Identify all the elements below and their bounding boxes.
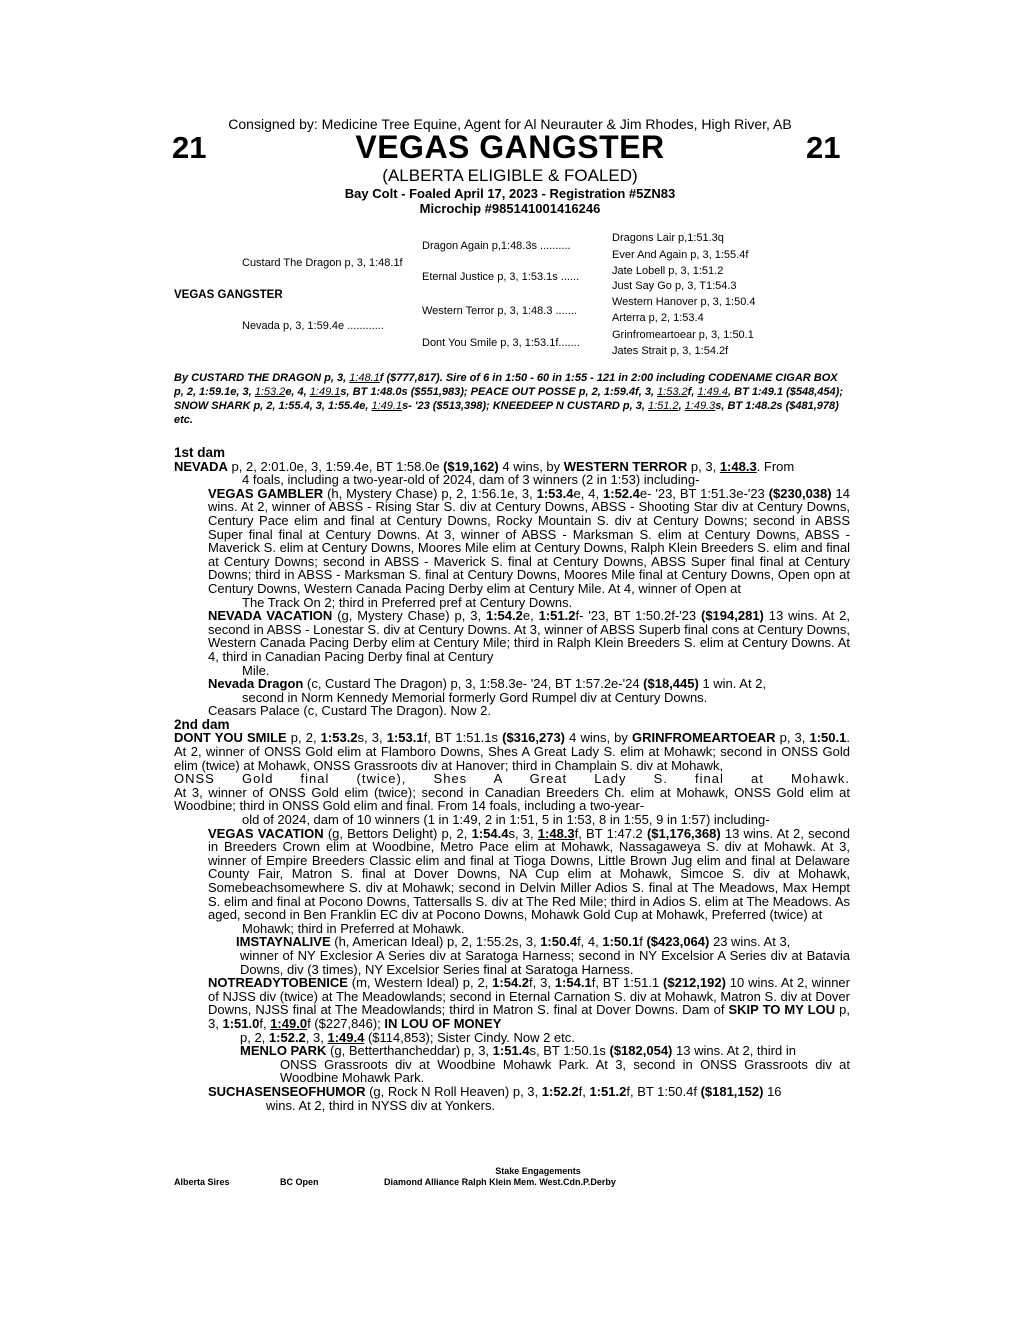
foal-name: VEGAS GAMBLER [208, 485, 324, 501]
pedigree-dam-sire: Western Terror p, 3, 1:48.3 ....... [422, 305, 577, 317]
foal-entry [174, 827, 850, 922]
record-time: 1:50.4 [540, 934, 578, 950]
text: . At 2, winner of ONSS Gold elim at Flamboro Downs, Shes A Great Lady S. elim at Mohawk; second in ONSS Gold elim (twice) at Mohawk, ONSS Grassroots div at Hanover; third in Champlain S. div at Mohawk, [174, 730, 850, 773]
text: e, 4, [573, 485, 604, 501]
stake-alberta-sires: Alberta Sires [174, 1177, 230, 1187]
dam-sire-name: WESTERN TERROR [563, 458, 688, 474]
record-time: 1:50.1 [809, 730, 847, 746]
record-time: 1:48.3 [719, 458, 757, 474]
sire-summary-text: , BT 1:49.1 ($548,454); SNOW SHARK p, 2, 1:55.4, 3, 1:55.4e, [174, 386, 843, 412]
text: (c, Custard The Dragon) p, 3, 1:58.3e- '24, BT 1:57.2e-'24 [303, 676, 644, 692]
text: 1 win. At 2, [698, 676, 767, 692]
grandfoal-entry [174, 935, 850, 949]
pedigree-sire-dam-text: Eternal Justice p, 3, 1:53.1s [422, 271, 558, 283]
horse-description: Bay Colt - Foaled April 17, 2023 - Registration #5ZN83 [344, 186, 676, 201]
sire-summary-time: 1:49.1 [309, 386, 341, 398]
second-dam-record-cont: old of 2024, dam of 10 winners (1 in 1:49, 2 in 1:51, 5 in 1:53, 8 in 1:55, 9 in 1:57) including- [242, 812, 770, 828]
sire-summary-text: f ($777,817). Sire of 6 in 1:50 - 60 in 1:55 - 121 in 2:00 including CODENAME CIGAR BOX p, 2, 1:59.1e, 3, [174, 372, 838, 398]
text: 23 wins. At 3, [709, 934, 791, 950]
eligibility: (ALBERTA ELIGIBLE & FOALED) [382, 166, 638, 185]
record-time: 1:54.4 [471, 825, 509, 841]
first-dam-record-cont: 4 foals, including a two-year-old of 2024, dam of 3 winners (2 in 1:53) including- [242, 472, 700, 488]
horse-name: VEGAS GANGSTER [355, 129, 665, 165]
text: 13 wins. At 2, third in [672, 1043, 796, 1059]
sire-summary-text: e, 4, [285, 386, 310, 398]
text: f, [578, 1083, 590, 1099]
record-time: 1:51.0 [222, 1015, 260, 1031]
foal-entry [174, 976, 850, 1030]
foal-entry [174, 609, 850, 663]
pedigree-dam: Nevada p, 3, 1:59.4e ............ [242, 320, 384, 332]
text: f, 4, [577, 934, 603, 950]
text: (m, Western Ideal) p, 2, [347, 975, 493, 991]
pedigree-dam-text: Nevada p, 3, 1:59.4e [242, 320, 345, 332]
pedigree-g5: Western Hanover p, 3, 1:50.4 [612, 296, 756, 308]
hip-number-left: 21 [172, 130, 207, 165]
pedigree-g6: Arterra p, 2, 1:53.4 [612, 312, 704, 324]
foal-name: Nevada Dragon [208, 676, 304, 692]
text: 4 wins, by [565, 730, 632, 746]
text: f, BT 1:47.2 [574, 825, 647, 841]
sire-summary-text: s, BT 1:48.2s ($481,978) etc. [174, 400, 839, 426]
record-time: 1:54.1 [554, 975, 592, 991]
foal-name: IN LOU OF MONEY [384, 1015, 502, 1031]
sire-summary-text: s, BT 1:48.0s ($551,983); PEACE OUT POSSE p, 2, 1:59.4f, 3, [340, 386, 658, 398]
sire-summary-time: 1:53.2 [254, 386, 286, 398]
microchip: Microchip #985141001416246 [419, 201, 601, 216]
earnings: ($19,162) [443, 458, 499, 474]
pedigree-dam-dam-text: Dont You Smile p, 3, 1:53.1f [422, 337, 559, 349]
pedigree-g2: Ever And Again p, 3, 1:55.4f [612, 249, 749, 261]
stake-bc-open: BC Open [280, 1177, 319, 1187]
pedigree-g4: Just Say Go p, 3, T1:54.3 [612, 280, 737, 292]
text: p, 2, 2:01.0e, 3, 1:59.4e, BT 1:58.0e [227, 458, 444, 474]
text: . From [756, 458, 795, 474]
pedigree-sire-sire-text: Dragon Again p,1:48.3s [422, 240, 537, 252]
record-time: 1:53.2 [320, 730, 358, 746]
foal-entry-cont: Mile. [242, 662, 270, 678]
record-time: 1:54.2 [492, 975, 530, 991]
second-dam-spaced-line: ONSS Gold final (twice), Shes A Great Lady S. final at Mohawk. [174, 771, 850, 787]
record-time: 1:48.3 [537, 825, 575, 841]
record-time: 1:51.4 [492, 1043, 530, 1059]
record-time: 1:49.0 [270, 1015, 308, 1031]
earnings: ($182,054) [609, 1043, 673, 1059]
earnings: ($230,038) [768, 485, 832, 501]
sire-summary-text: By CUSTARD THE DRAGON p, 3, [174, 372, 350, 384]
text: (g, Betterthancheddar) p, 3, [326, 1043, 493, 1059]
text: f, BT 1:50.4f [626, 1083, 701, 1099]
text: s, BT 1:50.1s [529, 1043, 610, 1059]
second-dam-record-cont: At 3, winner of ONSS Gold elim (twice); second in Canadian Breeders Ch. elim at Mohawk, ONSS Gold elim at Woodbine; third in ONSS Gold elim and final. From 14 foals, including a two-year- [174, 784, 850, 814]
earnings: ($1,176,368) [646, 825, 721, 841]
earnings: ($194,281) [701, 608, 764, 624]
earnings: ($212,192) [663, 975, 726, 991]
foal-name: VEGAS VACATION [208, 825, 324, 841]
foal-name: SUCHASENSEOFHUMOR [208, 1083, 366, 1099]
text: 13 wins. At 2, second in ABSS - Lonestar S. div at Century Downs. At 3, winner of ABSS Superb final cons at Century Downs, Western Canada Pacing Derby elim at Century Mile; third in Ralph Klein Breeders S. elim at Century Downs. At 4, third in Canadian Pacing Derby final at Century [208, 608, 850, 664]
text: 10 wins. At 2, winner of NJSS div (twice) at The Meadowlands; second in Eternal Carnation S. div at Mohawk, Matron S. div at Dover Downs, NJSS final at The Meadowlands; third in Matron S. final at Dover Downs. Dam of [208, 975, 850, 1018]
pedigree-sire-sire: Dragon Again p,1:48.3s .......... [422, 240, 571, 252]
earnings: ($18,445) [643, 676, 699, 692]
catalog-body [174, 446, 850, 1112]
grandfoal-entry [174, 1044, 850, 1058]
foal-name: SKIP TO MY LOU [728, 1002, 836, 1018]
record-time: 1:51.2 [538, 608, 576, 624]
text: p, 2, [240, 1029, 269, 1045]
foal-entry-cont: The Track On 2; third in Preferred pref at Century Downs. [242, 594, 573, 610]
sire-summary [174, 371, 844, 427]
pedigree-sire: Custard The Dragon p, 3, 1:48.1f [242, 257, 403, 269]
pedigree-subject: VEGAS GANGSTER [174, 289, 283, 301]
text: 16 [763, 1083, 782, 1099]
text: (h, American Ideal) p, 2, 1:55.2s, 3, [330, 934, 541, 950]
text: 4 wins, by [498, 458, 564, 474]
pedigree-g3: Jate Lobell p, 3, 1:51.2 [612, 265, 724, 277]
text: f, 3, [529, 975, 555, 991]
dam-name: NEVADA [174, 458, 228, 474]
dam-name: DONT YOU SMILE [174, 730, 287, 746]
foal-entry: Ceasars Palace (c, Custard The Dragon). Now 2. [208, 703, 491, 719]
text: (h, Mystery Chase) p, 2, 1:56.1e, 3, [323, 485, 537, 501]
sire-summary-text: , [678, 400, 685, 412]
sire-summary-time: 1:48.1 [349, 372, 380, 384]
record-time: 1:53.4 [536, 485, 574, 501]
text: s, 3, [508, 825, 538, 841]
text: f, BT 1:51.1s [423, 730, 503, 746]
text: f, [259, 1015, 271, 1031]
sire-summary-time: 1:49.3 [684, 400, 716, 412]
earnings: ($181,152) [700, 1083, 764, 1099]
record-time: 1:50.1 [602, 934, 640, 950]
foal-entry [174, 1085, 850, 1099]
second-dam-record [174, 731, 850, 772]
second-dam-heading: 2nd dam [174, 716, 230, 732]
foal-name: IMSTAYNALIVE [236, 934, 331, 950]
stake-other-engagements: Diamond Alliance Ralph Klein Mem. West.Cdn.P.Derby [384, 1177, 616, 1187]
foal-entry-cont: second in Norm Kennedy Memorial formerly Gord Rumpel div at Century Downs. [242, 689, 708, 705]
consigned-line: Consigned by: Medicine Tree Equine, Agent for Al Neurauter & Jim Rhodes, High River, AB [228, 116, 792, 132]
sire-summary-text: s- '23 ($513,398); KNEEDEEP N CUSTARD p, 3, [402, 400, 648, 412]
pedigree-g7: Grinfromeartoear p, 3, 1:50.1 [612, 329, 754, 341]
stake-engagements-title: Stake Engagements [495, 1166, 581, 1176]
grandfoal-entry-cont: ONSS Grassroots div at Woodbine Mohawk Park. At 3, second in ONSS Grassroots div at Woodbine Mohawk Park. [280, 1056, 850, 1086]
text: f [639, 934, 647, 950]
dam-sire-name: GRINFROMEARTOEAR [632, 730, 776, 746]
sire-summary-time: 1:49.1 [371, 400, 403, 412]
record-time: 1:52.2 [541, 1083, 579, 1099]
text: 13 wins. At 2, second in Breeders Crown elim at Woodbine, Metro Pace elim at Mohawk, Nassagaweya S. div at Mohawk. At 3, winner of Empire Breeders Classic elim and final at Tioga Downs, Little Brown Jug elim and final at Delaware County Fair, Matron S. final at Dover Downs, NA Cup elim at Mohawk, Simcoe S. div at Mohawk, Somebeachsomewhere S. div at Mohawk; second in Delvin Miller Adios S. final at The Meadows, Max Hempt S. elim and final at Pocono Downs, Tattersalls S. div at The Red Mile; third in Adios S. elim at The Meadows. As aged, second in Ben Franklin EC div at Pocono Downs, Mohawk Gold Cup at Mohawk, Preferred (twice) at [208, 825, 850, 923]
foal-name: NEVADA VACATION [208, 608, 333, 624]
record-time: 1:52.4 [603, 485, 640, 501]
record-time: 1:51.2 [589, 1083, 627, 1099]
text: , 3, [305, 1029, 328, 1045]
text: e, [522, 608, 539, 624]
text: p, 2, [286, 730, 321, 746]
foal-entry-cont: wins. At 2, third in NYSS div at Yonkers. [266, 1097, 496, 1113]
text: e- '23, BT 1:51.3e-'23 [639, 485, 769, 501]
first-dam-record [174, 460, 850, 474]
pedigree-g8: Jates Strait p, 3, 1:54.2f [612, 345, 729, 357]
record-time: 1:54.2 [485, 608, 523, 624]
text: s, 3, [357, 730, 387, 746]
grandfoal-entry-cont: winner of NY Exclesior A Series div at Saratoga Harness; second in NY Excelsior A Series div at Batavia Downs, div (3 times), NY Excelsior Series final at Saratoga Harness. [240, 947, 850, 977]
earnings: ($316,273) [502, 730, 566, 746]
record-time: 1:49.4 [327, 1029, 365, 1045]
pedigree-dam-dam: Dont You Smile p, 3, 1:53.1f....... [422, 337, 580, 349]
text: f, BT 1:51.1 [591, 975, 664, 991]
text: p, 3, [775, 730, 810, 746]
foal-name: MENLO PARK [240, 1043, 327, 1059]
sire-summary-time: 1:53.2 [657, 386, 688, 398]
text: ($114,853); Sister Cindy. Now 2 etc. [364, 1029, 575, 1045]
foal-entry [174, 677, 850, 691]
foal-entry [174, 487, 850, 596]
pedigree-dam-sire-text: Western Terror p, 3, 1:48.3 [422, 305, 553, 317]
record-time: 1:52.2 [268, 1029, 306, 1045]
earnings: ($423,064) [646, 934, 710, 950]
record-time: 1:53.1 [386, 730, 424, 746]
sire-summary-text: f, [687, 386, 698, 398]
text: 14 wins. At 2, winner of ABSS - Rising Star S. div at Century Downs, ABSS - Shooting Star div at Century Downs, Century Pace elim and final at Century Downs, Rocky Mountain S. div at Century Downs; second in ABSS Super final final at Century Downs. At 3, winner of ABSS - Marksman S. elim at Century Downs, ABSS - Maverick S. elim at Century Downs, Moores Mile elim at Century Downs, Ralph Klein Breeders S. elim and final at Century Downs; second in ABSS - Maverick S. final at Century Downs, ABSS Super final final at Century Downs; third in ABSS - Marksman S. final at Century Downs, Moores Mile final at Century Downs, Open opn at Century Downs, Western Canada Pacing Derby elim at Century Mile. At 4, winner of Open at [208, 485, 850, 596]
sire-summary-time: 1:51.2 [647, 400, 679, 412]
text: f- '23, BT 1:50.2f-'23 [575, 608, 701, 624]
foal-entry-cont [174, 1031, 850, 1045]
text: p, 3, [208, 1002, 850, 1031]
hip-number-right: 21 [806, 130, 841, 165]
first-dam-heading: 1st dam [174, 445, 226, 460]
text: (g, Rock N Roll Heaven) p, 3, [365, 1083, 542, 1099]
pedigree-g1: Dragons Lair p,1:51.3q [612, 232, 724, 244]
text: (g, Bettors Delight) p, 2, [323, 825, 472, 841]
foal-name: NOTREADYTOBENICE [208, 975, 348, 991]
sire-summary-time: 1:49.4 [697, 386, 729, 398]
pedigree-sire-dam: Eternal Justice p, 3, 1:53.1s ...... [422, 271, 580, 283]
foal-entry-cont: Mohawk; third in Preferred at Mohawk. [242, 920, 465, 936]
text: p, 3, [687, 458, 720, 474]
text: f ($227,846); [307, 1015, 385, 1031]
text: (g, Mystery Chase) p, 3, [332, 608, 486, 624]
